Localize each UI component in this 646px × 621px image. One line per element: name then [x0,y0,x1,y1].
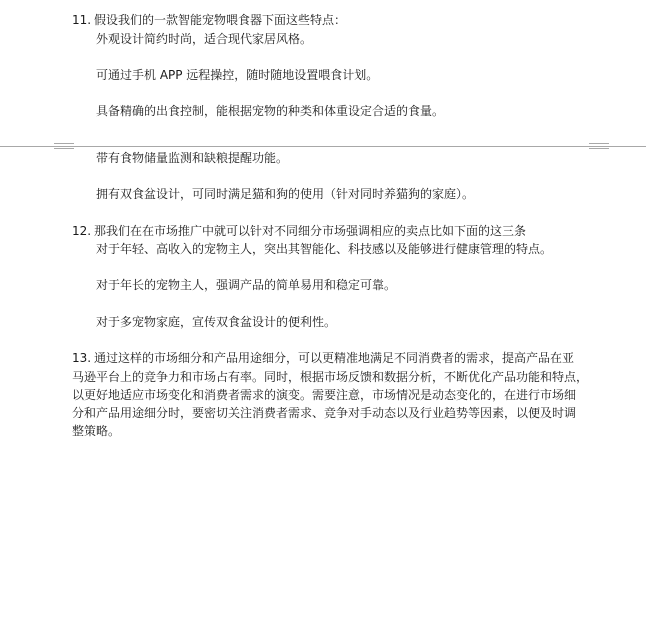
list-number: 11. [72,13,92,27]
margin-corner-mark [54,148,74,152]
margin-corner-mark [54,140,74,144]
margin-corner-mark [589,140,609,144]
list-heading: 假设我们的一款智能宠物喂食器下面这些特点： [94,13,347,27]
margin-corner-mark [589,148,609,152]
bullet-text: 拥有双食盆设计，可同时满足猫和狗的使用（针对同时养猫狗的家庭）。 [96,187,475,201]
paragraph-line: 马逊平台上的竞争力和市场占有率。同时，根据市场反馈和数据分析，不断优化产品功能和特点， [72,370,589,384]
list-heading: 那我们在在市场推广中就可以针对不同细分市场强调相应的卖点比如下面的这三条 [94,224,527,238]
page-break-line [0,146,646,147]
paragraph-line: 以更好地适应市场变化和消费者需求的演变。需要注意，市场情况是动态变化的，在进行市场细 [72,388,577,402]
paragraph-line: 整策略。 [72,424,121,438]
bullet-text: 对于多宠物家庭，宣传双食盆设计的便利性。 [96,315,337,329]
bullet-text: 外观设计简约时尚，适合现代家居风格。 [96,32,313,46]
list-number: 13. [72,351,92,365]
bullet-text: 对于年长的宠物主人，强调产品的简单易用和稳定可靠。 [96,278,397,292]
bullet-text: 具备精确的出食控制，能根据宠物的种类和体重设定合适的食量。 [96,104,445,118]
paragraph-line: 通过这样的市场细分和产品用途细分，可以更精准地满足不同消费者的需求，提高产品在亚 [94,351,575,365]
bullet-text: 带有食物储量监测和缺粮提醒功能。 [96,151,289,165]
list-number: 12. [72,224,92,238]
paragraph-line: 分和产品用途细分时，要密切关注消费者需求、竞争对手动态以及行业趋势等因素，以便及时调 [72,406,577,420]
bullet-text: 可通过手机 APP 远程操控，随时随地设置喂食计划。 [96,68,379,82]
bullet-text: 对于年轻、高收入的宠物主人，突出其智能化、科技感以及能够进行健康管理的特点。 [96,242,553,256]
